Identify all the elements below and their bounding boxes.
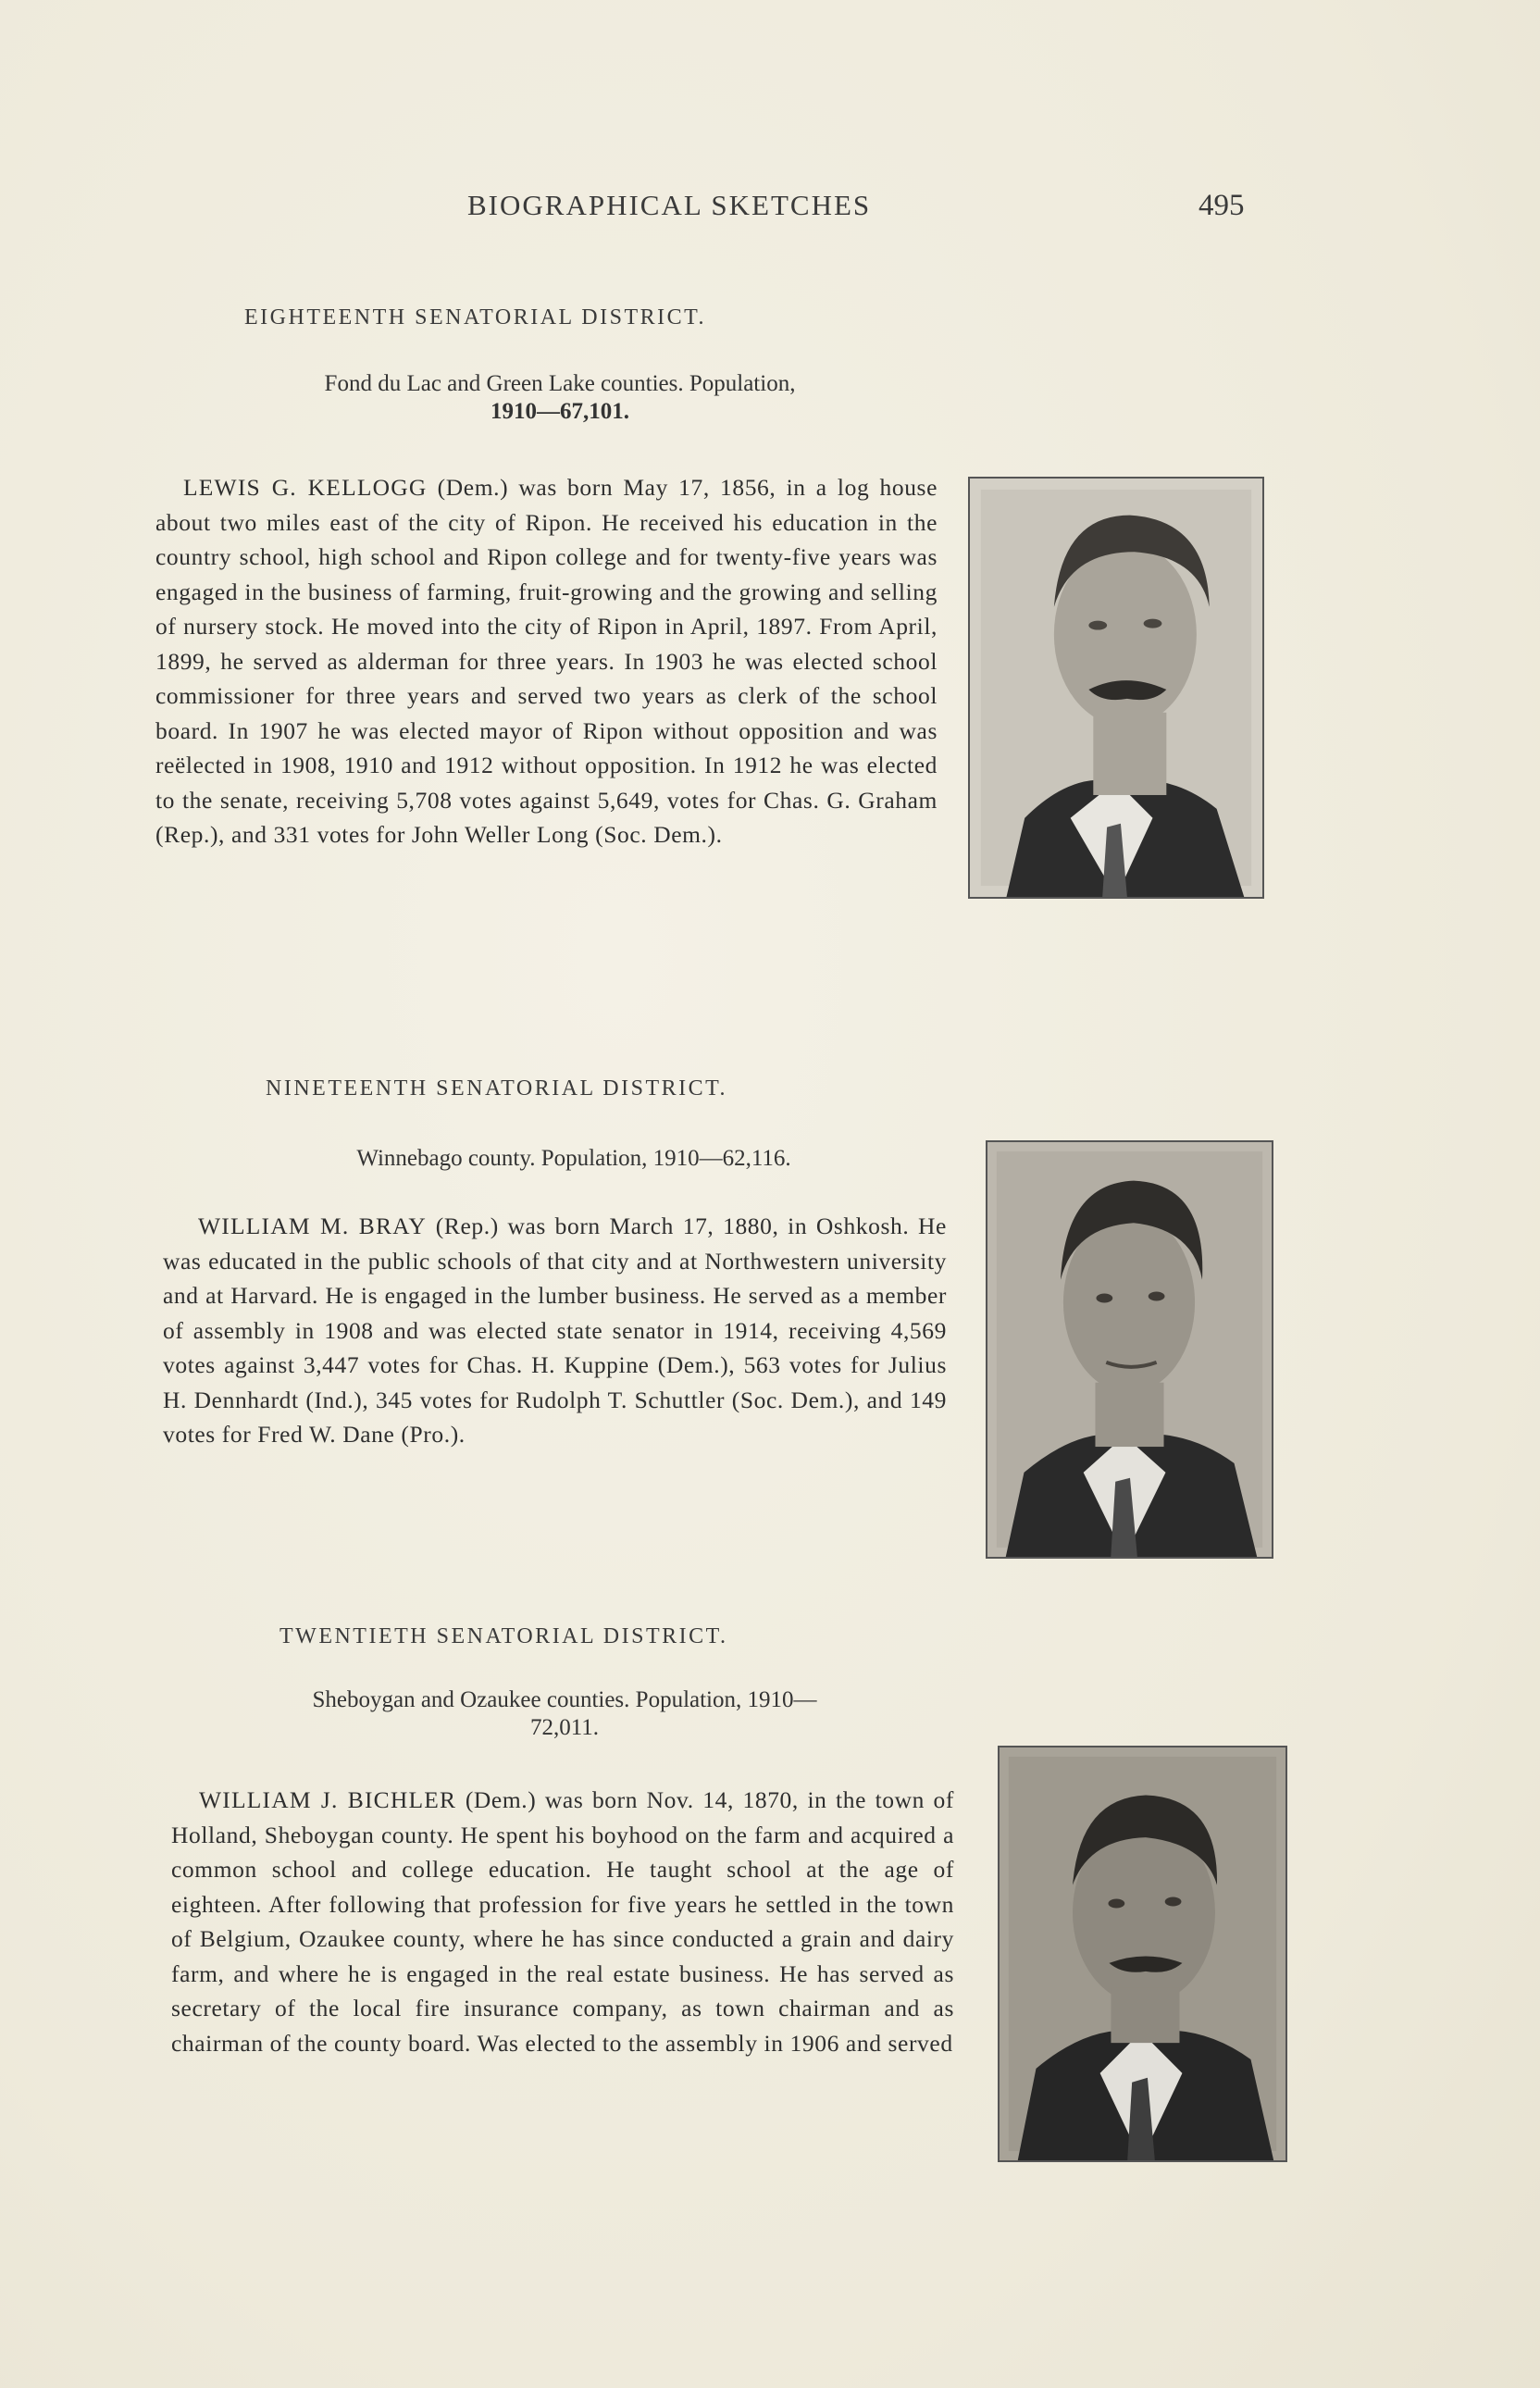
district-heading-twentieth: TWENTIETH SENATORIAL DISTRICT. (279, 1624, 728, 1648)
district-population: 72,011. (529, 1715, 600, 1740)
running-title: BIOGRAPHICAL SKETCHES (467, 189, 872, 221)
biography-bichler (171, 1783, 954, 2060)
district-heading-nineteenth: NINETEENTH SENATORIAL DISTRICT. (266, 1076, 728, 1101)
portrait-photo (986, 1140, 1273, 1559)
biography-name: WILLIAM J. BICHLER (199, 1786, 457, 1813)
district-counties: Winnebago county. Population, 1910—62,116. (356, 1146, 791, 1171)
page-number: 495 (1198, 189, 1245, 222)
biography-kellogg (155, 470, 938, 852)
district-description-twentieth (171, 1686, 958, 1742)
biography-name: LEWIS G. KELLOGG (183, 474, 428, 501)
district-counties: Fond du Lac and Green Lake counties. Population, (324, 371, 796, 396)
district-population: 1910—67,101. (491, 399, 629, 424)
district-heading-eighteenth: EIGHTEENTH SENATORIAL DISTRICT. (244, 305, 707, 330)
district-description-nineteenth (167, 1145, 981, 1173)
biography-text: (Rep.) was born March 17, 1880, in Oshkosh. He was educated in the public schools of that city and at Northwestern university and at Harvard. He is engaged in the lumber business. He served as a member of assembly in 1908 and was elected state senator in 1914, receiving 4,569 votes against 3,447 votes for Chas. H. Kuppine (Dem.), 563 votes for Julius H. Dennhardt (Ind.), 345 votes for Rudolph T. Schuttler (Soc. Dem.), and 149 votes for Fred W. Dane (Pro.). (163, 1213, 947, 1448)
biography-name: WILLIAM M. BRAY (198, 1213, 428, 1239)
biography-text: (Dem.) was born Nov. 14, 1870, in the town of Holland, Sheboygan county. He spent his boyhood on the farm and acquired a common school and college education. He taught school at the age of eighteen. After following that profession for five years he settled in the town of Belgium, Ozaukee county, where he has since conducted a grain and dairy farm, and where he is engaged in the real estate business. He has served as secretary of the local fire insurance company, as town chairman and as chairman of the county board. Was elected to the assembly in 1906 and served (171, 1786, 954, 2057)
biography-text: (Dem.) was born May 17, 1856, in a log house about two miles east of the city of Ripon. He received his education in the country school, high school and Ripon college and for twenty-five years was engaged in the business of farming, fruit-growing and the growing and selling of nursery stock. He moved into the city of Ripon in April, 1897. From April, 1899, he served as alderman for three years. In 1903 he was elected school commissioner for three years and served two years as clerk of the school board. In 1907 he was elected mayor of Ripon without opposition and was reëlected in 1908, 1910 and 1912 without opposition. In 1912 he was elected to the senate, receiving 5,708 votes against 5,649, votes for Chas. G. Graham (Rep.), and 331 votes for John Weller Long (Soc. Dem.). (155, 474, 938, 848)
portrait-photo (998, 1746, 1287, 2162)
district-description-eighteenth (153, 370, 967, 426)
portrait-photo (968, 477, 1264, 899)
biography-bray (163, 1209, 947, 1452)
district-counties: Sheboygan and Ozaukee counties. Population, 1910— (312, 1687, 817, 1712)
running-head (0, 189, 1540, 226)
